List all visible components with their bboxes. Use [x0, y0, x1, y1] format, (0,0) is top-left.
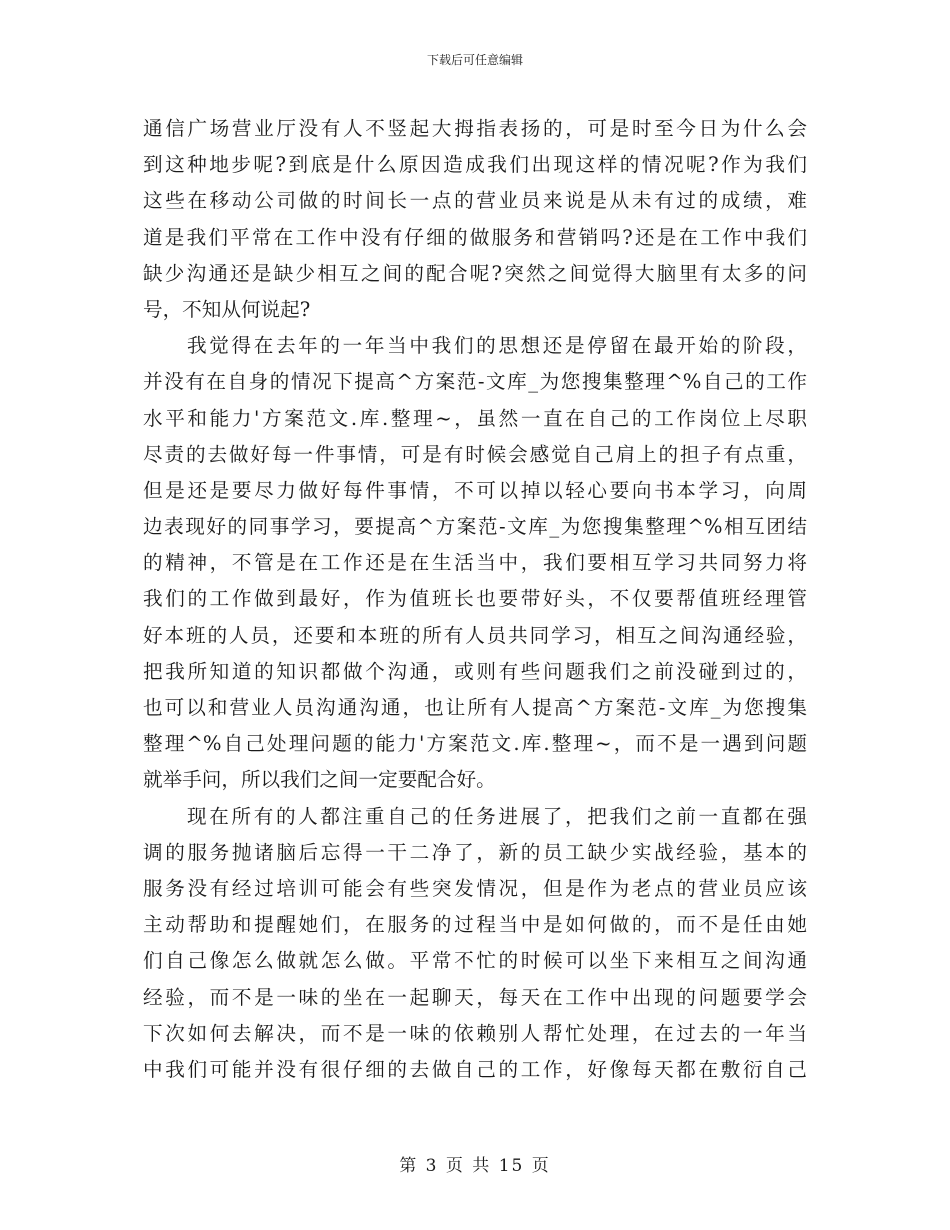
text-line: 好本班的人员，还要和本班的所有人员共同学习，相互之间沟通经验，: [143, 623, 807, 647]
text-line: 服务没有经过培训可能会有些突发情况，但是作为老点的营业员应该: [143, 876, 807, 900]
text-line: 道是我们平常在工作中没有仔细的做服务和营销吗?还是在工作中我们: [143, 225, 807, 249]
text-line: 号，不知从何说起?: [143, 297, 311, 321]
text-line: 们自己像怎么做就怎么做。平常不忙的时候可以坐下来相互之间沟通: [143, 949, 807, 973]
text-line: 这些在移动公司做的时间长一点的营业员来说是从未有过的成绩，难: [143, 189, 807, 213]
text-line: 的精神，不管是在工作还是在生活当中，我们要相互学习共同努力将: [143, 551, 807, 575]
text-line: 把我所知道的知识都做个沟通，或则有些问题我们之前没碰到过的，: [143, 659, 807, 683]
text-line: 但是还是要尽力做好每件事情，不可以掉以轻心要向书本学习，向周: [143, 478, 807, 502]
text-line: 水平和能力'方案范文.库.整理~，虽然一直在自己的工作岗位上尽职: [143, 406, 807, 430]
text-line: 就举手问，所以我们之间一定要配合好。: [143, 768, 496, 792]
page-header: 下载后可任意编辑: [426, 53, 523, 67]
text-line: 中我们可能并没有很仔细的去做自己的工作，好像每天都在敷衍自己: [143, 1057, 807, 1081]
page-number: 第 3 页 共 15 页: [399, 1156, 551, 1176]
text-line: 并没有在自身的情况下提高^方案范-文库_为您搜集整理^%自己的工作: [143, 370, 807, 394]
text-line: 到这种地步呢?到底是什么原因造成我们出现这样的情况呢?作为我们: [143, 153, 807, 177]
text-line: 边表现好的同事学习，要提高^方案范-文库_为您搜集整理^%相互团结: [143, 515, 807, 539]
text-line: 我们的工作做到最好，作为值班长也要带好头，不仅要帮值班经理管: [143, 587, 807, 611]
text-line: 主动帮助和提醒她们，在服务的过程当中是如何做的，而不是任由她: [143, 913, 807, 937]
paragraph-start: 现在所有的人都注重自己的任务进展了，把我们之前一直都在强: [187, 804, 807, 828]
text-line: 通信广场营业厅没有人不竖起大拇指表扬的，可是时至今日为什么会: [143, 117, 807, 140]
text-line: 调的服务抛诸脑后忘得一干二净了，新的员工缺少实战经验，基本的: [143, 840, 807, 864]
text-line: 缺少沟通还是缺少相互之间的配合呢?突然之间觉得大脑里有太多的问: [143, 261, 807, 285]
text-line: 下次如何去解决，而不是一味的依赖别人帮忙处理，在过去的一年当: [143, 1021, 807, 1045]
text-line: 经验，而不是一味的坐在一起聊天，每天在工作中出现的问题要学会: [143, 985, 807, 1009]
text-line: 尽责的去做好每一件事情，可是有时候会感觉自己肩上的担子有点重，: [143, 442, 807, 466]
paragraph-start: 我觉得在去年的一年当中我们的思想还是停留在最开始的阶段，: [187, 334, 807, 358]
body-text: [143, 111, 807, 1088]
text-line: 也可以和营业人员沟通沟通，也让所有人提高^方案范-文库_为您搜集: [143, 696, 807, 719]
text-line: 整理^%自己处理问题的能力'方案范文.库.整理~，而不是一遇到问题: [143, 732, 807, 756]
